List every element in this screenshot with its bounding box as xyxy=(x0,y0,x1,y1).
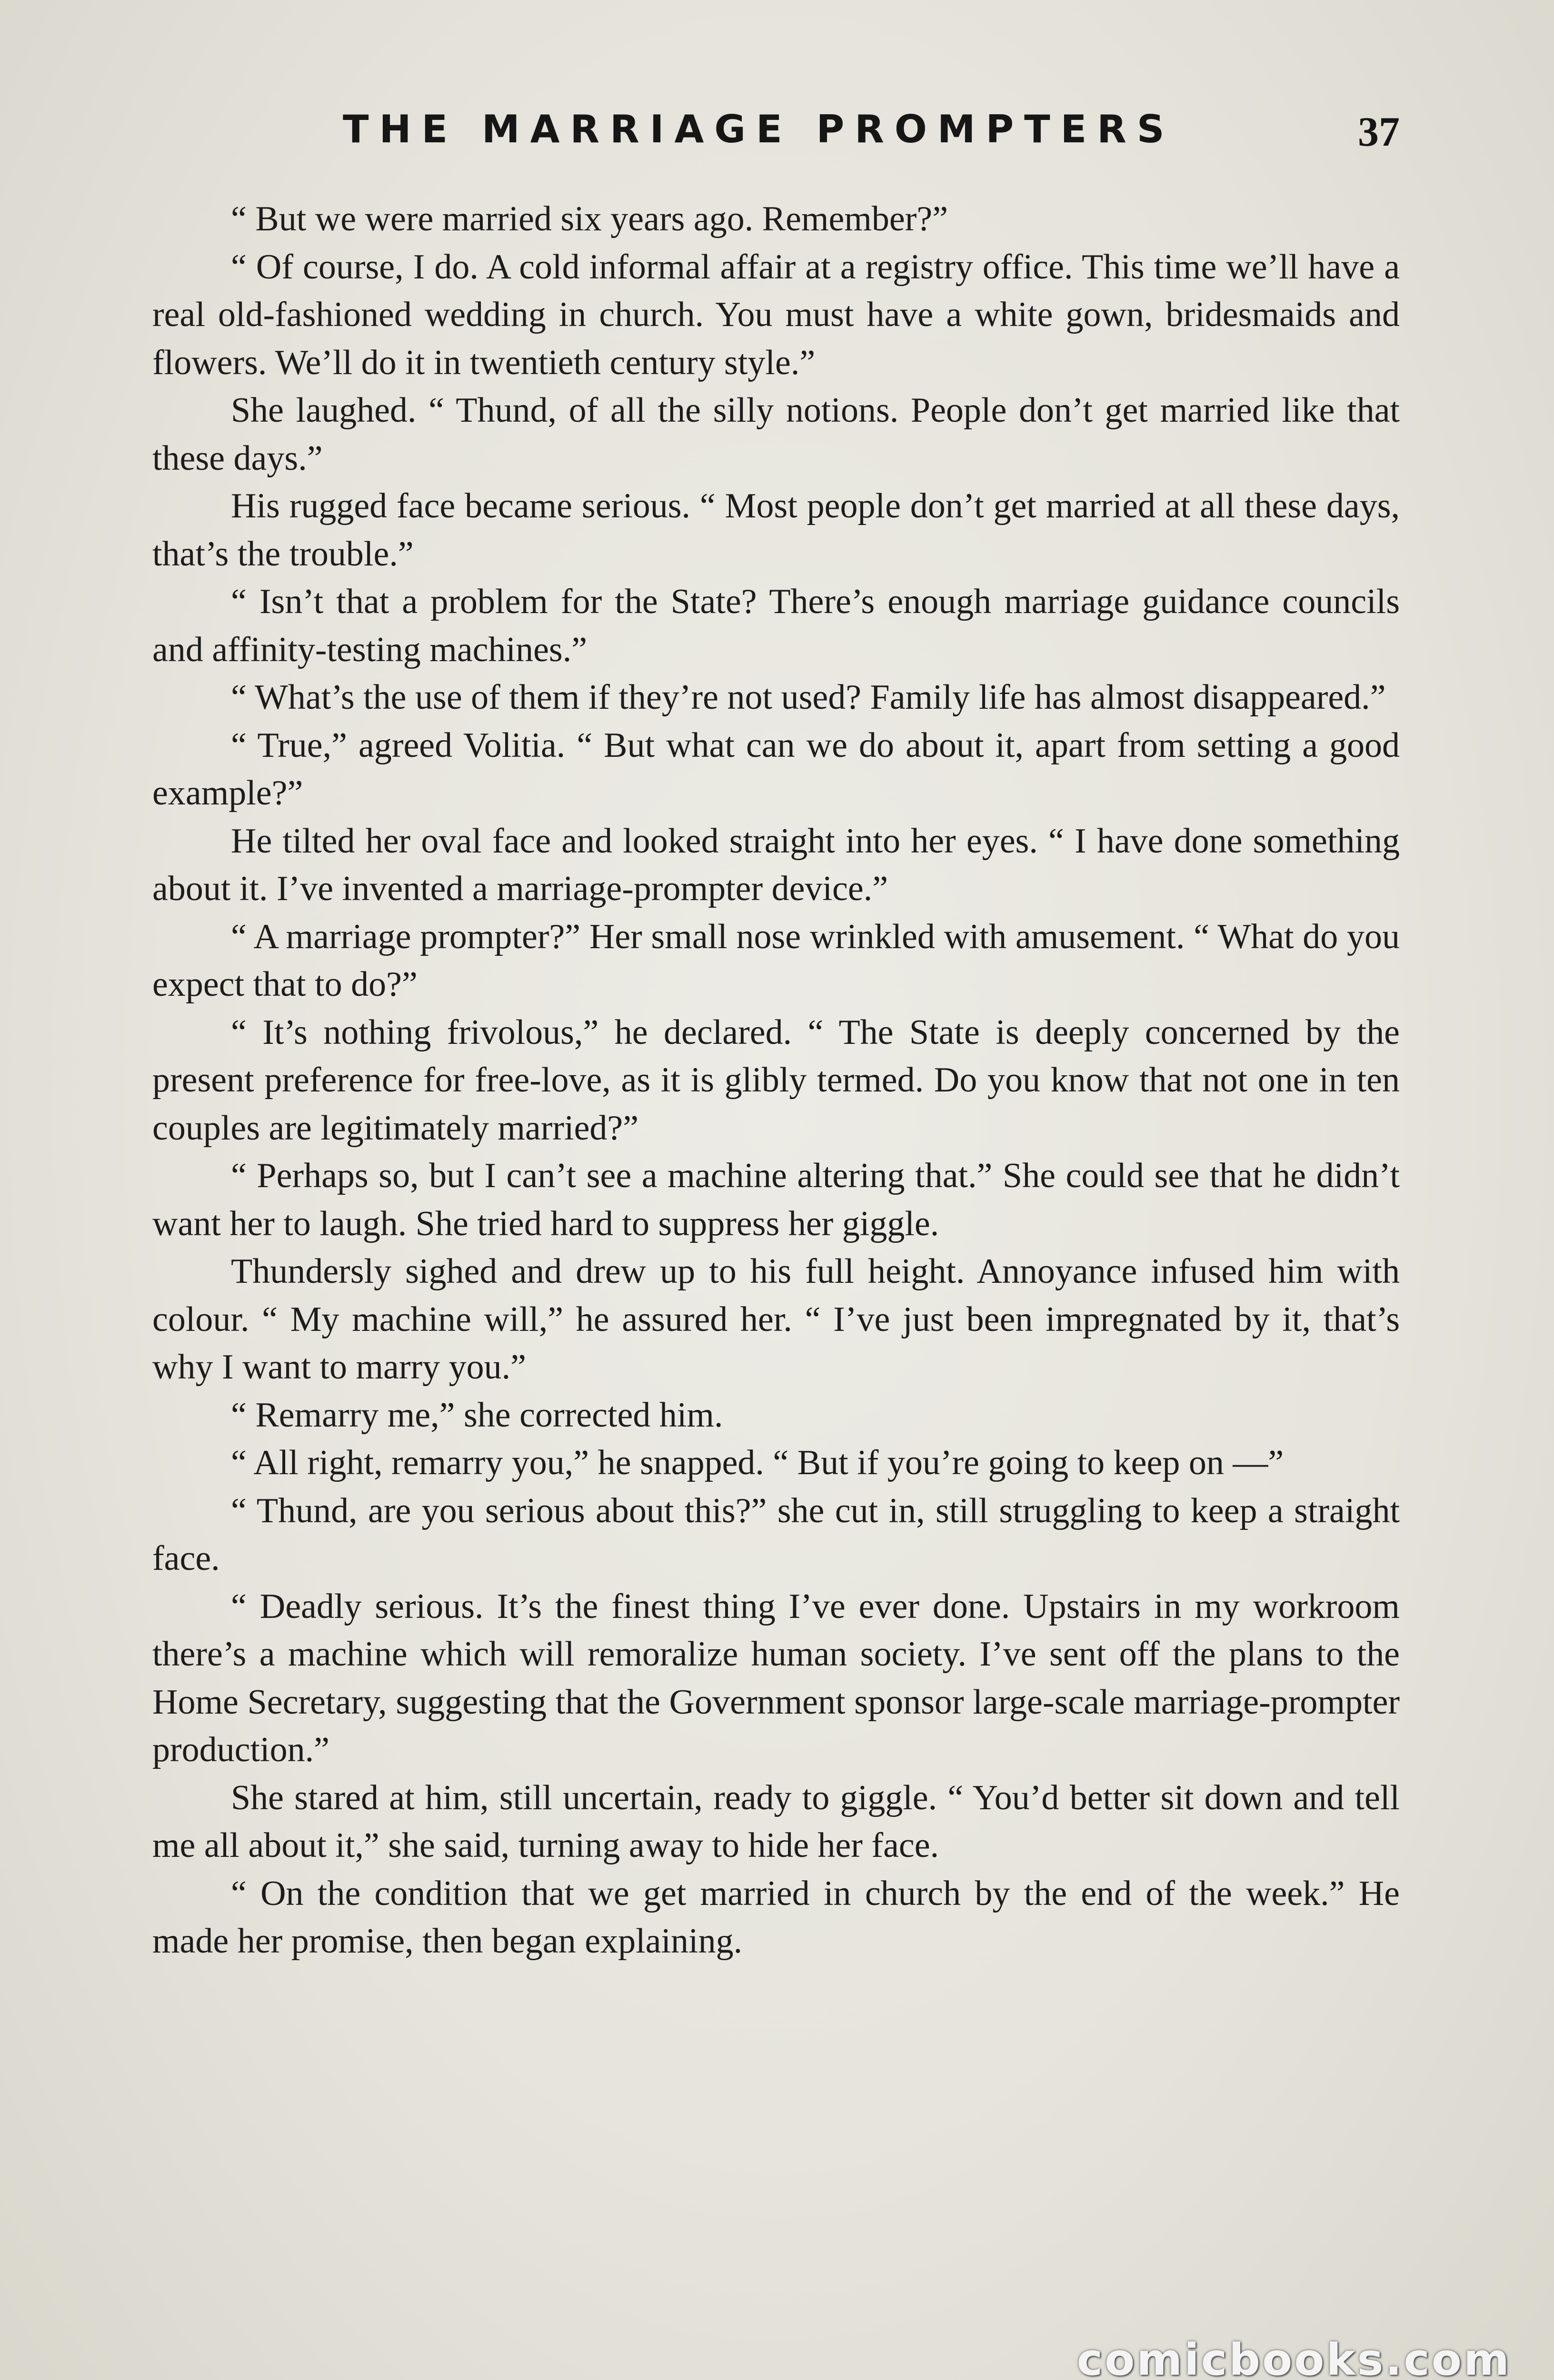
paragraph: “ Deadly serious. It’s the finest thing I’ve ever done. Upstairs in my workroom there’s a machine which will remoralize human society. I’ve sent off the plans to the Home Secretary, suggesting that the Government sponsor large-scale marriage-prompter production.” xyxy=(152,1587,1400,1769)
paragraph: “ True,” agreed Volitia. “ But what can we do about it, apart from setting a good example?” xyxy=(152,725,1400,813)
paragraph: “ Isn’t that a problem for the State? There’s enough marriage guidance councils and affinity-testing machines.” xyxy=(152,582,1400,669)
page-header xyxy=(152,98,1400,169)
paragraph: “ Thund, are you serious about this?” she cut in, still struggling to keep a straight face. xyxy=(152,1491,1400,1578)
page-number: 37 xyxy=(1358,109,1400,155)
paragraph: Thundersly sighed and drew up to his full height. Annoyance infused him with colour. “ My machine will,” he assured her. “ I’ve just been impregnated by it, that’s why I want to marry you.” xyxy=(152,1252,1400,1387)
paragraph: “ But we were married six years ago. Remember?” xyxy=(231,199,948,238)
running-title: THE MARRIAGE PROMPTERS xyxy=(343,107,1175,151)
paragraph: “ On the condition that we get married in church by the end of the week.” He made her promise, then began explaining. xyxy=(152,1874,1400,1961)
paragraph: “ What’s the use of them if they’re not used? Family life has almost disappeared.” xyxy=(231,678,1386,717)
paragraph: He tilted her oval face and looked straight into her eyes. “ I have done something about it. I’ve invented a marriage-prompter device.” xyxy=(152,821,1400,908)
site-watermark: comicbooks.com xyxy=(1076,2334,1511,2380)
story-text xyxy=(152,195,1400,1965)
paragraph: “ A marriage prompter?” Her small nose wrinkled with amusement. “ What do you expect that to do?” xyxy=(152,917,1400,1004)
paragraph: “ It’s nothing frivolous,” he declared. “ The State is deeply concerned by the present preference for free-love, as it is glibly termed. Do you know that not one in ten couples are legitimately married?” xyxy=(152,1012,1400,1148)
paragraph: “ All right, remarry you,” he snapped. “ But if you’re going to keep on —” xyxy=(231,1443,1284,1482)
paragraph: “ Remarry me,” she corrected him. xyxy=(231,1395,723,1435)
paragraph: “ Of course, I do. A cold informal affair at a registry office. This time we’ll have a real old-fashioned wedding in church. You must have a white gown, bridesmaids and flowers. We’ll do it in twentieth century style.” xyxy=(152,247,1400,382)
paragraph: His rugged face became serious. “ Most people don’t get married at all these days, that’s the trouble.” xyxy=(152,486,1400,574)
paragraph: “ Perhaps so, but I can’t see a machine altering that.” She could see that he didn’t want her to laugh. She tried hard to suppress her giggle. xyxy=(152,1156,1400,1243)
paragraph: She laughed. “ Thund, of all the silly notions. People don’t get married like that these days.” xyxy=(152,391,1400,478)
paragraph: She stared at him, still uncertain, ready to giggle. “ You’d better sit down and tell me all about it,” she said, turning away to hide her face. xyxy=(152,1778,1400,1865)
